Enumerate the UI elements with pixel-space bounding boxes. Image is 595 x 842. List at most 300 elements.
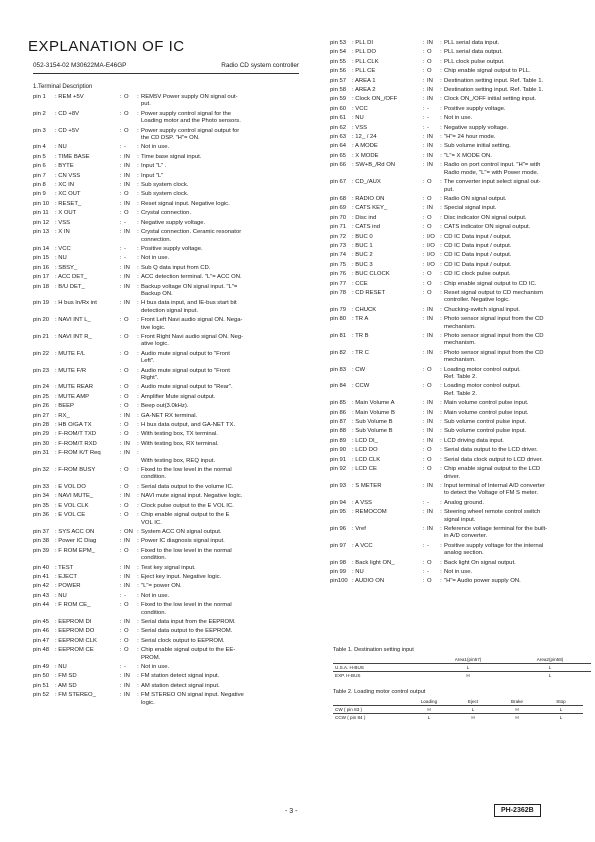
- pin-io: ON: [124, 528, 133, 535]
- separator: :: [440, 261, 442, 268]
- pin-io: O: [124, 110, 129, 117]
- pin-number: pin 58: [330, 87, 347, 94]
- separator: :: [137, 547, 139, 554]
- separator: :: [440, 205, 442, 212]
- pin-description: Photo sensor signal input from the CD mechanism.: [444, 333, 544, 347]
- separator: :: [440, 525, 442, 532]
- pin-description: With testing box, RX terminal.: [141, 440, 219, 447]
- pin-description: Photo sensor signal input from the CD mechanism.: [444, 316, 544, 330]
- pin-row: [33, 384, 303, 391]
- separator: :: [119, 583, 122, 590]
- pin-io: IN: [427, 96, 433, 103]
- pin-number: pin 91: [330, 456, 347, 463]
- pin-row: [330, 96, 580, 103]
- pin-row: [330, 316, 580, 331]
- pin-description: Chucking-switch signal input.: [444, 306, 520, 313]
- pin-row: [330, 215, 580, 222]
- pin-description: Backup voltage ON signal input. "L"= Backup ON.: [141, 283, 238, 297]
- separator: :: [440, 466, 442, 473]
- pin-name: : CD +5V: [55, 127, 80, 134]
- pin-number: pin 77: [330, 280, 347, 287]
- pin-row: [33, 413, 303, 420]
- separator: :: [422, 366, 425, 373]
- pin-number: pin 8: [33, 182, 46, 189]
- pin-number: pin 78: [330, 289, 347, 296]
- pin-name: : X IN: [55, 229, 70, 236]
- pin-row: [33, 334, 303, 349]
- separator: :: [119, 264, 122, 271]
- pin-number: pin 87: [330, 419, 347, 426]
- separator: :: [137, 191, 139, 198]
- pin-name: : CD RESET: [352, 289, 386, 296]
- table-header-cell: Area1(pin57): [454, 657, 482, 662]
- pin-number: pin 72: [330, 233, 347, 240]
- pin-io: IN: [427, 316, 433, 323]
- pin-row: [33, 201, 303, 208]
- pin-io: O: [427, 49, 432, 56]
- pin-row: [33, 619, 303, 626]
- separator: :: [119, 229, 122, 236]
- pin-name: : EEPROM DO: [55, 628, 95, 635]
- separator: :: [137, 573, 139, 580]
- pin-number: pin 50: [33, 673, 50, 680]
- separator: :: [137, 583, 139, 590]
- pin-description: Front Right Navi audio signal ON. Neg- ative logic.: [141, 333, 244, 348]
- pin-row: [330, 262, 580, 269]
- pin-io: -: [124, 144, 126, 151]
- pin-description: Beep out(3.0kHz).: [141, 403, 189, 410]
- separator: :: [440, 49, 442, 56]
- table-cell: EXP. H-BUS: [333, 672, 427, 680]
- pin-name: : TR B: [352, 333, 369, 339]
- pin-row: [33, 144, 303, 151]
- separator: :: [137, 592, 139, 599]
- pin-name: : FM STEREO_: [55, 692, 96, 699]
- pin-name: : F ROM CE_: [55, 602, 91, 609]
- pin-row: [33, 368, 303, 383]
- separator: :: [137, 219, 139, 226]
- pin-row: [33, 450, 303, 465]
- pin-name: : Sub Volume B: [352, 428, 393, 435]
- pin-row: [330, 350, 580, 365]
- separator: :: [440, 224, 442, 231]
- separator: :: [137, 367, 139, 374]
- separator: :: [119, 412, 122, 419]
- pin-name: : F ROM EPM_: [55, 547, 95, 554]
- separator: :: [422, 289, 425, 296]
- pin-io: IN: [427, 152, 433, 159]
- pin-io: O: [124, 350, 129, 357]
- separator: :: [119, 393, 122, 400]
- separator: :: [137, 172, 139, 179]
- pin-name: : TEST: [55, 564, 74, 571]
- pin-io: O: [124, 467, 129, 474]
- pin-name: : Main Volume A: [352, 400, 395, 407]
- separator: :: [119, 682, 122, 689]
- pin-io: IN: [427, 482, 433, 489]
- separator: :: [119, 628, 122, 635]
- pin-description: Sub system clock.: [141, 182, 189, 189]
- separator: :: [440, 152, 442, 159]
- pin-io: -: [124, 219, 126, 226]
- separator: :: [119, 602, 122, 609]
- pin-io: IN: [124, 450, 130, 457]
- table-cell: H: [427, 672, 509, 680]
- pin-row: [33, 403, 303, 410]
- pin-row: [330, 543, 580, 558]
- pin-number: pin 16: [33, 264, 50, 271]
- pin-io: O: [124, 333, 129, 340]
- pin-row: [330, 106, 580, 113]
- separator: :: [440, 559, 442, 566]
- pin-description: Audio mute signal output to "Front Left".: [141, 350, 230, 365]
- pin-description: Not in use.: [141, 255, 170, 262]
- table-cell: H: [451, 714, 495, 722]
- pin-name: : H bus In/Rx int: [55, 300, 97, 307]
- pin-io: IN: [124, 618, 130, 625]
- pin-io: IN: [124, 538, 130, 545]
- pin-row: [330, 68, 580, 75]
- separator: :: [422, 195, 425, 202]
- pin-description: Positive supply voltage.: [141, 245, 203, 252]
- pin-row: [330, 500, 580, 507]
- pin-row: [33, 182, 303, 189]
- pin-name: : TR C: [352, 349, 369, 356]
- pin-name: : CHUCK: [352, 306, 377, 313]
- separator: :: [119, 637, 122, 644]
- pin-number: pin 31: [33, 450, 50, 457]
- pin-description: Power supply control signal for the Loading motor and the Photo sensors.: [141, 110, 241, 125]
- pin-number: pin 62: [330, 124, 347, 131]
- pin-description: Serial data output to the volume IC.: [141, 483, 234, 490]
- pin-row: [330, 281, 580, 288]
- pin-number: pin 79: [330, 306, 347, 313]
- pin-name: : NU: [352, 115, 364, 122]
- document-code: PH-2362B: [494, 804, 541, 817]
- pin-number: pin 85: [330, 400, 347, 407]
- pin-number: pin 13: [33, 229, 50, 236]
- pin-io: I/O: [427, 242, 435, 249]
- pin-io: O: [427, 179, 432, 186]
- pin-io: O: [124, 637, 129, 644]
- pin-description: ACC detection terminal. "L"= ACC ON.: [141, 274, 242, 281]
- pin-io: -: [124, 592, 126, 599]
- separator: :: [137, 229, 139, 236]
- pin-row: [33, 274, 303, 281]
- separator: :: [119, 317, 122, 324]
- pin-name: : TR A: [352, 316, 369, 323]
- pin-row: [330, 134, 580, 141]
- pin-description: H bus data input, and IE-bus start bit detection signal input.: [141, 300, 237, 314]
- table-cell: L: [407, 714, 451, 722]
- pin-row: [33, 111, 303, 126]
- pin-io: O: [427, 366, 432, 373]
- separator: :: [119, 350, 122, 357]
- pin-name: : BYTE: [55, 163, 74, 170]
- separator: :: [137, 673, 139, 680]
- pin-io: O: [427, 289, 432, 296]
- pin-name: : A VSS: [352, 499, 372, 506]
- pin-row: [33, 422, 303, 429]
- separator: :: [119, 255, 122, 262]
- pin-name: : Disc ind: [352, 214, 377, 221]
- pin-name: : Main Volume B: [352, 409, 395, 416]
- separator: :: [440, 271, 442, 278]
- separator: :: [137, 538, 139, 545]
- pin-description: REM5V Power supply ON signal out- put.: [141, 94, 238, 108]
- pin-description: With testing box, TX terminal.: [141, 431, 218, 438]
- pin-name: : EEPROM DI: [55, 618, 92, 625]
- table-cell: L: [451, 706, 495, 714]
- pin-number: pin 33: [33, 483, 50, 490]
- pin-row: [330, 271, 580, 278]
- separator: :: [440, 482, 442, 489]
- pin-row: [330, 59, 580, 66]
- separator: :: [137, 564, 139, 571]
- pin-row: [330, 400, 580, 407]
- separator: :: [119, 210, 122, 217]
- pin-description: CD IC Data input / output.: [444, 252, 512, 259]
- separator: :: [440, 87, 442, 94]
- separator: :: [422, 162, 425, 169]
- separator: :: [422, 383, 425, 390]
- pin-number: pin 29: [33, 431, 50, 438]
- pin-name: : PLL DI: [352, 40, 374, 46]
- pin-name: : NU: [55, 592, 67, 599]
- pin-description: Test key signal input.: [141, 564, 196, 571]
- pin-io: IN: [427, 87, 433, 94]
- pin-number: pin 24: [33, 384, 50, 391]
- pin-description: PLL clock pulse output.: [444, 58, 505, 65]
- pin-number: pin 61: [330, 115, 347, 122]
- pin-io: O: [427, 271, 432, 278]
- pin-io: IN: [427, 77, 433, 84]
- pin-description: "H"= 24 hour mode.: [444, 134, 496, 141]
- pin-io: -: [427, 499, 429, 506]
- pin-name: : BUC 2: [352, 252, 373, 259]
- separator: :: [422, 68, 425, 75]
- separator: :: [422, 252, 425, 259]
- pin-io: IN: [427, 134, 433, 141]
- pin-number: pin 70: [330, 214, 347, 221]
- header-rule: [33, 73, 299, 74]
- separator: :: [137, 431, 139, 438]
- separator: :: [137, 350, 139, 357]
- pin-io: -: [124, 245, 126, 252]
- pin-name: : CW: [352, 366, 366, 373]
- pin-number: pin 69: [330, 205, 347, 212]
- pin-name: : ACC DET_: [55, 274, 88, 281]
- pin-number: pin 38: [33, 538, 50, 545]
- pin-description: Positive supply voltage for the internal analog section.: [444, 542, 544, 557]
- pin-description: CATS indicator ON signal output.: [444, 224, 531, 231]
- pin-io: O: [124, 422, 129, 429]
- separator: :: [422, 124, 425, 131]
- pin-row: [33, 548, 303, 563]
- separator: :: [137, 283, 139, 290]
- pin-io: IN: [427, 40, 433, 46]
- pin-name: : MUTE REAR: [55, 384, 93, 391]
- separator: :: [119, 618, 122, 625]
- pin-io: O: [427, 68, 432, 75]
- pin-number: pin 81: [330, 333, 347, 339]
- separator: :: [422, 233, 425, 240]
- separator: :: [440, 316, 442, 323]
- pin-description: FM station detect signal input.: [141, 673, 220, 680]
- separator: :: [137, 450, 139, 457]
- pin-io: O: [427, 195, 432, 202]
- pin-number: pin 60: [330, 105, 347, 112]
- separator: :: [119, 547, 122, 554]
- pin-name: : AREA 2: [352, 87, 376, 94]
- separator: :: [440, 499, 442, 506]
- pin-number: pin 19: [33, 300, 50, 307]
- pin-number: pin 74: [330, 252, 347, 259]
- pin-number: pin 53: [330, 40, 347, 46]
- separator: :: [422, 306, 425, 313]
- pin-io: I/O: [427, 261, 435, 268]
- separator: :: [422, 568, 425, 575]
- pin-description: "L"= X MODE ON.: [444, 152, 492, 159]
- separator: :: [119, 493, 122, 500]
- pin-row: [330, 466, 580, 481]
- pin-name: : SW+B_/Rd ON: [352, 162, 396, 169]
- pin-io: IN: [427, 428, 433, 435]
- separator: :: [137, 182, 139, 189]
- separator: :: [119, 384, 122, 391]
- separator: :: [119, 573, 122, 580]
- separator: :: [440, 509, 442, 516]
- separator: :: [440, 179, 442, 186]
- pin-name: : A VCC: [352, 542, 373, 549]
- ic-description: Radio CD system controller: [221, 62, 299, 69]
- pin-row: [33, 300, 303, 315]
- separator: :: [137, 422, 139, 429]
- pin-name: : Back light ON_: [352, 559, 395, 566]
- pin-description: Loading motor control output. Ref. Table 2.: [444, 383, 521, 397]
- pin-number: pin 67: [330, 179, 347, 186]
- separator: :: [137, 602, 139, 609]
- separator: :: [119, 110, 122, 117]
- pin-row: [33, 673, 303, 680]
- pin-description: Fixed to the low level in the normal condition.: [141, 602, 232, 616]
- separator: :: [119, 483, 122, 490]
- pin-description: Destination setting input. Ref. Table 1.: [444, 87, 544, 94]
- pin-description: Chip enable signal output to PLL.: [444, 68, 531, 75]
- separator: :: [440, 447, 442, 454]
- pin-name: : S METER: [352, 482, 382, 489]
- pin-row: [33, 638, 303, 645]
- right-pin-list: [330, 40, 580, 588]
- separator: :: [440, 134, 442, 141]
- pin-description: Time base signal input.: [141, 153, 202, 160]
- pin-number: pin 10: [33, 200, 50, 207]
- pin-io: IN: [124, 229, 130, 236]
- pin-name: : CD_/AUX: [352, 179, 381, 186]
- separator: :: [137, 512, 139, 519]
- separator: :: [422, 499, 425, 506]
- table2-title: Table 2. Loading motor control output: [333, 689, 426, 695]
- pin-description: CD IC Data input / output.: [444, 233, 512, 240]
- separator: :: [119, 94, 122, 100]
- pin-io: IN: [124, 673, 130, 680]
- table-cell: H: [495, 706, 539, 714]
- separator: :: [119, 450, 122, 457]
- pin-number: pin 30: [33, 440, 50, 447]
- separator: :: [119, 333, 122, 340]
- pin-row: [330, 234, 580, 241]
- pin-name: : MUTE F/R: [55, 367, 87, 374]
- pin-number: pin 75: [330, 261, 347, 268]
- table-header-cell: [333, 698, 407, 706]
- pin-description: Eject key input. Negative logic.: [141, 573, 222, 580]
- separator: :: [440, 542, 442, 549]
- pin-name: : HB O/GA TX: [55, 422, 92, 429]
- pin-row: [330, 153, 580, 160]
- separator: :: [119, 153, 122, 160]
- pin-io: O: [124, 628, 129, 635]
- pin-name: : LCD CE: [352, 466, 377, 473]
- pin-description: Analog ground.: [444, 499, 484, 506]
- pin-description: Loading motor control output. Ref. Table 2.: [444, 366, 521, 381]
- separator: :: [137, 502, 139, 509]
- ic-subheader: [33, 62, 299, 69]
- pin-name: : AUDIO ON: [352, 578, 385, 585]
- pin-io: IN: [427, 525, 433, 532]
- pin-io: O: [124, 431, 129, 438]
- separator: :: [422, 333, 425, 339]
- pin-number: pin 56: [330, 68, 347, 75]
- pin-io: IN: [427, 205, 433, 212]
- pin-io: IN: [427, 409, 433, 416]
- pin-io: O: [124, 127, 129, 134]
- pin-io: IN: [124, 300, 130, 307]
- pin-number: pin 82: [330, 349, 347, 356]
- separator: :: [440, 409, 442, 416]
- pin-name: : CCE: [352, 280, 368, 287]
- pin-number: pin 26: [33, 403, 50, 410]
- pin-name: : RADIO ON: [352, 195, 385, 202]
- pin-io: O: [124, 502, 129, 509]
- pin-number: pin 46: [33, 628, 50, 635]
- separator: :: [422, 224, 425, 231]
- pin-description: GA-NET RX terminal.: [141, 412, 198, 419]
- pin-io: O: [427, 466, 432, 473]
- separator: :: [119, 245, 122, 252]
- pin-description: Audio mute signal output to "Front Right".: [141, 367, 230, 381]
- pin-name: : F-ROM/T TXD: [55, 431, 97, 438]
- pin-number: pin 98: [330, 559, 347, 566]
- pin-io: O: [124, 317, 129, 324]
- separator: :: [422, 214, 425, 221]
- separator: :: [137, 245, 139, 252]
- separator: :: [119, 538, 122, 545]
- pin-name: : FM SD: [55, 673, 77, 680]
- pin-description: With testing box, REQ input.: [141, 457, 215, 464]
- separator: :: [119, 172, 122, 179]
- separator: :: [119, 274, 122, 281]
- separator: :: [422, 77, 425, 84]
- pin-row: [33, 512, 303, 527]
- pin-io: -: [124, 255, 126, 262]
- pin-row: [330, 447, 580, 454]
- separator: :: [422, 482, 425, 489]
- pin-name: : PLL DO: [352, 49, 377, 56]
- pin-description: Sub volume control pulse input.: [444, 428, 527, 435]
- pin-row: [330, 410, 580, 417]
- pin-description: Chip enable signal output to the E VOL IC.: [141, 512, 230, 526]
- pin-name: : X OUT: [55, 210, 77, 217]
